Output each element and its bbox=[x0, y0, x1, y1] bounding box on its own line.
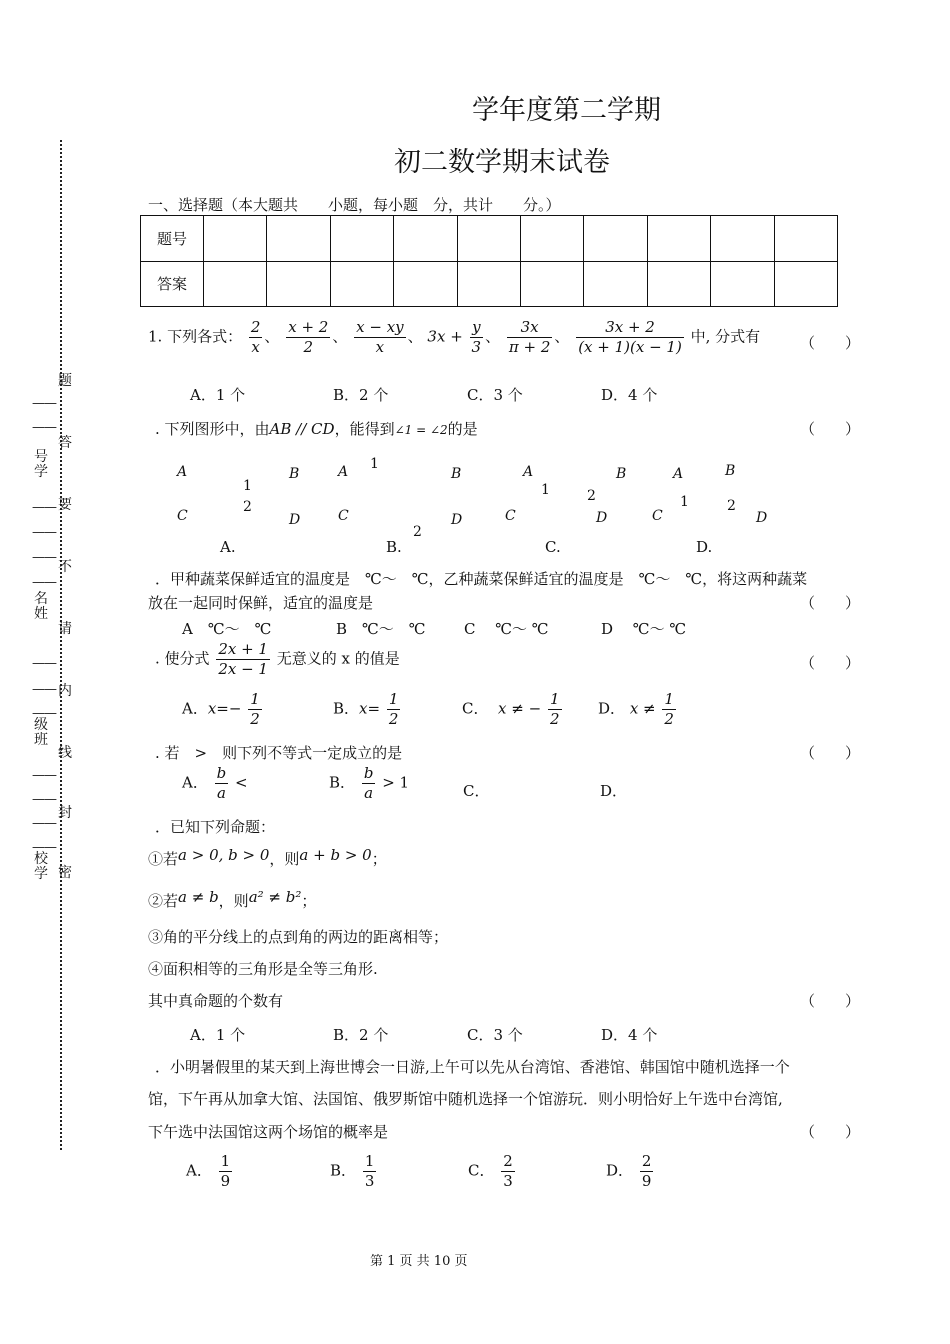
answer-bracket: （ ） bbox=[800, 744, 861, 762]
exam-term-title: 学年度第二学期 bbox=[472, 95, 661, 126]
seal-char: 请 bbox=[58, 621, 72, 637]
seal-char: 要 bbox=[58, 497, 72, 513]
answer-bracket: （ ） bbox=[800, 334, 861, 352]
table-cell bbox=[394, 261, 457, 307]
margin-rule: —— bbox=[32, 816, 56, 831]
option-a: A． $\frac{1}{9}$ bbox=[186, 1152, 231, 1190]
table-cell bbox=[457, 216, 520, 262]
option-d: D．4 个 bbox=[601, 1026, 658, 1044]
question-6: ．已知下列命题： bbox=[155, 818, 276, 836]
table-cell bbox=[457, 261, 520, 307]
seal-char: 内 bbox=[58, 683, 72, 699]
student-name-field: 名姓 bbox=[34, 591, 48, 623]
point-label: B bbox=[289, 466, 300, 482]
section-heading: 一、选择题（本大题共 小题，每小题 分，共计 分。） bbox=[148, 196, 561, 214]
angle-label: 2 bbox=[587, 488, 596, 504]
angle-label: 1 bbox=[370, 456, 379, 472]
option-a: A. bbox=[220, 538, 236, 556]
point-label: D bbox=[289, 512, 301, 528]
option-a: A．1 个 bbox=[190, 386, 246, 404]
fraction: $\frac{x + 2}{2}$ bbox=[288, 318, 329, 356]
answer-table bbox=[140, 215, 838, 307]
option-b: B．2 个 bbox=[333, 386, 389, 404]
option-a: A ℃～ ℃ bbox=[182, 620, 272, 638]
margin-rule: —— bbox=[32, 682, 56, 697]
question-1: 1. 下列各式： $\frac{2}{x}$ 、 $\frac{x + 2}{2}$ 、 $\frac{x - xy}{x}$ 、 3x + $\frac{y}{3}$ 、 $\frac{3x}{\pi + 2}$ 、 $\frac{3x + 2}{(x + 1)(x - 1)}$ 中, 分式有 bbox=[148, 318, 761, 356]
question-4: . 使分式 $\frac{2x + 1}{2x - 1}$ 无意义的 x 的值是 bbox=[155, 640, 400, 678]
seal-char: 密 bbox=[58, 865, 72, 881]
table-row bbox=[141, 216, 838, 262]
proposition-3: ③角的平分线上的点到角的两边的距离相等； bbox=[148, 928, 449, 946]
table-cell bbox=[394, 216, 457, 262]
binding-dotted-line bbox=[60, 140, 62, 1150]
point-label: D bbox=[451, 512, 463, 528]
point-label: A bbox=[177, 464, 188, 480]
school-field: 校学 bbox=[34, 851, 48, 883]
question-2: . 下列图形中，由AB // CD，能得到∠1 = ∠2的是 bbox=[155, 420, 478, 438]
margin-rule: —— bbox=[32, 500, 56, 515]
margin-rule: —— bbox=[32, 550, 56, 565]
margin-rule: —— bbox=[32, 396, 56, 411]
student-number-field: 号学 bbox=[34, 449, 48, 481]
point-label: C bbox=[177, 508, 188, 524]
answer-bracket: （ ） bbox=[800, 420, 861, 438]
table-cell bbox=[330, 216, 393, 262]
margin-rule: —— bbox=[32, 575, 56, 590]
table-cell bbox=[267, 261, 330, 307]
margin-rule: —— bbox=[32, 840, 56, 855]
option-c: C．3 个 bbox=[467, 386, 523, 404]
option-b: B． $\frac{b}{a}$ > 1 bbox=[329, 764, 410, 802]
option-d: D． $\frac{2}{9}$ bbox=[606, 1152, 652, 1190]
point-label: C bbox=[652, 508, 663, 524]
point-label: B bbox=[451, 466, 462, 482]
option-c: C． $\frac{2}{3}$ bbox=[468, 1152, 513, 1190]
option-d: D．4 个 bbox=[601, 386, 658, 404]
fraction: $\frac{x - xy}{x}$ bbox=[356, 318, 404, 356]
table-row-label: 题号 bbox=[141, 216, 204, 262]
exam-title: 初二数学期末试卷 bbox=[394, 147, 610, 178]
option-b: B. bbox=[386, 538, 402, 556]
table-cell bbox=[774, 216, 837, 262]
option-a: A．x=− $\frac{1}{2}$ bbox=[182, 690, 260, 728]
margin-rule: —— bbox=[32, 525, 56, 540]
table-row-label: 答案 bbox=[141, 261, 204, 307]
angle-label: 2 bbox=[243, 499, 252, 515]
option-c: C． bbox=[463, 782, 490, 800]
table-row bbox=[141, 261, 838, 307]
question-7: ．小明暑假里的某天到上海世博会一日游,上午可以先从台湾馆、香港馆、韩国馆中随机选择一个 bbox=[155, 1058, 790, 1076]
margin-rule: —— bbox=[32, 420, 56, 435]
question-7-cont: 馆，下午再从加拿大馆、法国馆、俄罗斯馆中随机选择一个馆游玩．则小明恰好上午选中台湾馆, bbox=[148, 1090, 783, 1108]
option-d: D． bbox=[600, 782, 628, 800]
point-label: A bbox=[673, 466, 684, 482]
option-c: C. bbox=[545, 538, 561, 556]
angle-label: 2 bbox=[413, 524, 422, 540]
option-b: B．x= $\frac{1}{2}$ bbox=[333, 690, 399, 728]
class-field: 级班 bbox=[34, 717, 48, 749]
option-d: D ℃～ ℃ bbox=[601, 620, 687, 638]
point-label: D bbox=[596, 510, 608, 526]
table-cell bbox=[520, 216, 583, 262]
table-cell bbox=[647, 216, 710, 262]
seal-char: 题 bbox=[58, 373, 72, 389]
question-5: . 若 > 则下列不等式一定成立的是 bbox=[155, 744, 403, 762]
table-cell bbox=[584, 216, 647, 262]
fraction: $\frac{2}{x}$ bbox=[250, 318, 261, 356]
table-cell bbox=[204, 261, 267, 307]
angle-label: 1 bbox=[680, 494, 689, 510]
table-cell bbox=[711, 261, 774, 307]
fraction: $\frac{y}{3}$ bbox=[471, 318, 482, 356]
point-label: A bbox=[523, 464, 534, 480]
proposition-2: ②若a ≠ b，则a² ≠ b²； bbox=[148, 888, 317, 910]
page-footer: 第 1 页 共 10 页 bbox=[370, 1254, 468, 1269]
proposition-4: ④面积相等的三角形是全等三角形. bbox=[148, 960, 378, 978]
answer-bracket: （ ） bbox=[800, 1123, 861, 1141]
answer-bracket: （ ） bbox=[800, 594, 861, 612]
seal-char: 封 bbox=[58, 805, 72, 821]
table-cell bbox=[267, 216, 330, 262]
margin-rule: —— bbox=[32, 768, 56, 783]
seal-char: 答 bbox=[58, 435, 72, 451]
table-cell bbox=[647, 261, 710, 307]
option-b: B． $\frac{1}{3}$ bbox=[330, 1152, 375, 1190]
fraction: $\frac{3x + 2}{(x + 1)(x - 1)}$ bbox=[578, 318, 682, 356]
table-cell bbox=[204, 216, 267, 262]
question-text: 1. 下列各式： bbox=[148, 327, 243, 346]
seal-char: 不 bbox=[58, 559, 72, 575]
seal-char: 线 bbox=[58, 745, 72, 761]
option-b: B．2 个 bbox=[333, 1026, 389, 1044]
point-label: A bbox=[338, 464, 349, 480]
proposition-1: ①若a > 0, b > 0，则a + b > 0； bbox=[148, 846, 387, 868]
point-label: D bbox=[756, 510, 768, 526]
table-cell bbox=[520, 261, 583, 307]
question-3: ．甲种蔬菜保鲜适宜的温度是 ℃～ ℃，乙种蔬菜保鲜适宜的温度是 ℃～ ℃，将这两种蔬菜 bbox=[155, 570, 808, 588]
option-c: C． x ≠ − $\frac{1}{2}$ bbox=[462, 690, 560, 728]
option-a: A． $\frac{b}{a}$ < bbox=[182, 764, 248, 802]
option-d: D. bbox=[696, 538, 713, 556]
point-label: B bbox=[725, 463, 736, 479]
answer-bracket: （ ） bbox=[800, 654, 861, 672]
table-cell bbox=[330, 261, 393, 307]
table-cell bbox=[711, 216, 774, 262]
margin-rule: —— bbox=[32, 706, 56, 721]
margin-rule: —— bbox=[32, 792, 56, 807]
option-a: A．1 个 bbox=[190, 1026, 246, 1044]
fraction: $\frac{2x + 1}{2x - 1}$ bbox=[218, 640, 268, 678]
question-7-cont: 下午选中法国馆这两个场馆的概率是 bbox=[148, 1123, 389, 1141]
table-cell bbox=[584, 261, 647, 307]
option-c: C．3 个 bbox=[467, 1026, 523, 1044]
point-label: C bbox=[505, 508, 516, 524]
option-d: D． x ≠ $\frac{1}{2}$ bbox=[598, 690, 674, 728]
answer-bracket: （ ） bbox=[800, 992, 861, 1010]
question-6-ask: 其中真命题的个数有 bbox=[148, 992, 284, 1010]
margin-rule: —— bbox=[32, 656, 56, 671]
point-label: C bbox=[338, 508, 349, 524]
angle-label: 1 bbox=[541, 482, 550, 498]
point-label: B bbox=[616, 466, 627, 482]
angle-label: 1 bbox=[243, 478, 252, 494]
table-cell bbox=[774, 261, 837, 307]
question-3-cont: 放在一起同时保鲜，适宜的温度是 bbox=[148, 594, 374, 612]
option-b: B ℃～ ℃ bbox=[336, 620, 426, 638]
option-c: C ℃～ ℃ bbox=[464, 620, 549, 638]
fraction: $\frac{3x}{\pi + 2}$ bbox=[508, 318, 551, 356]
angle-label: 2 bbox=[727, 498, 736, 514]
